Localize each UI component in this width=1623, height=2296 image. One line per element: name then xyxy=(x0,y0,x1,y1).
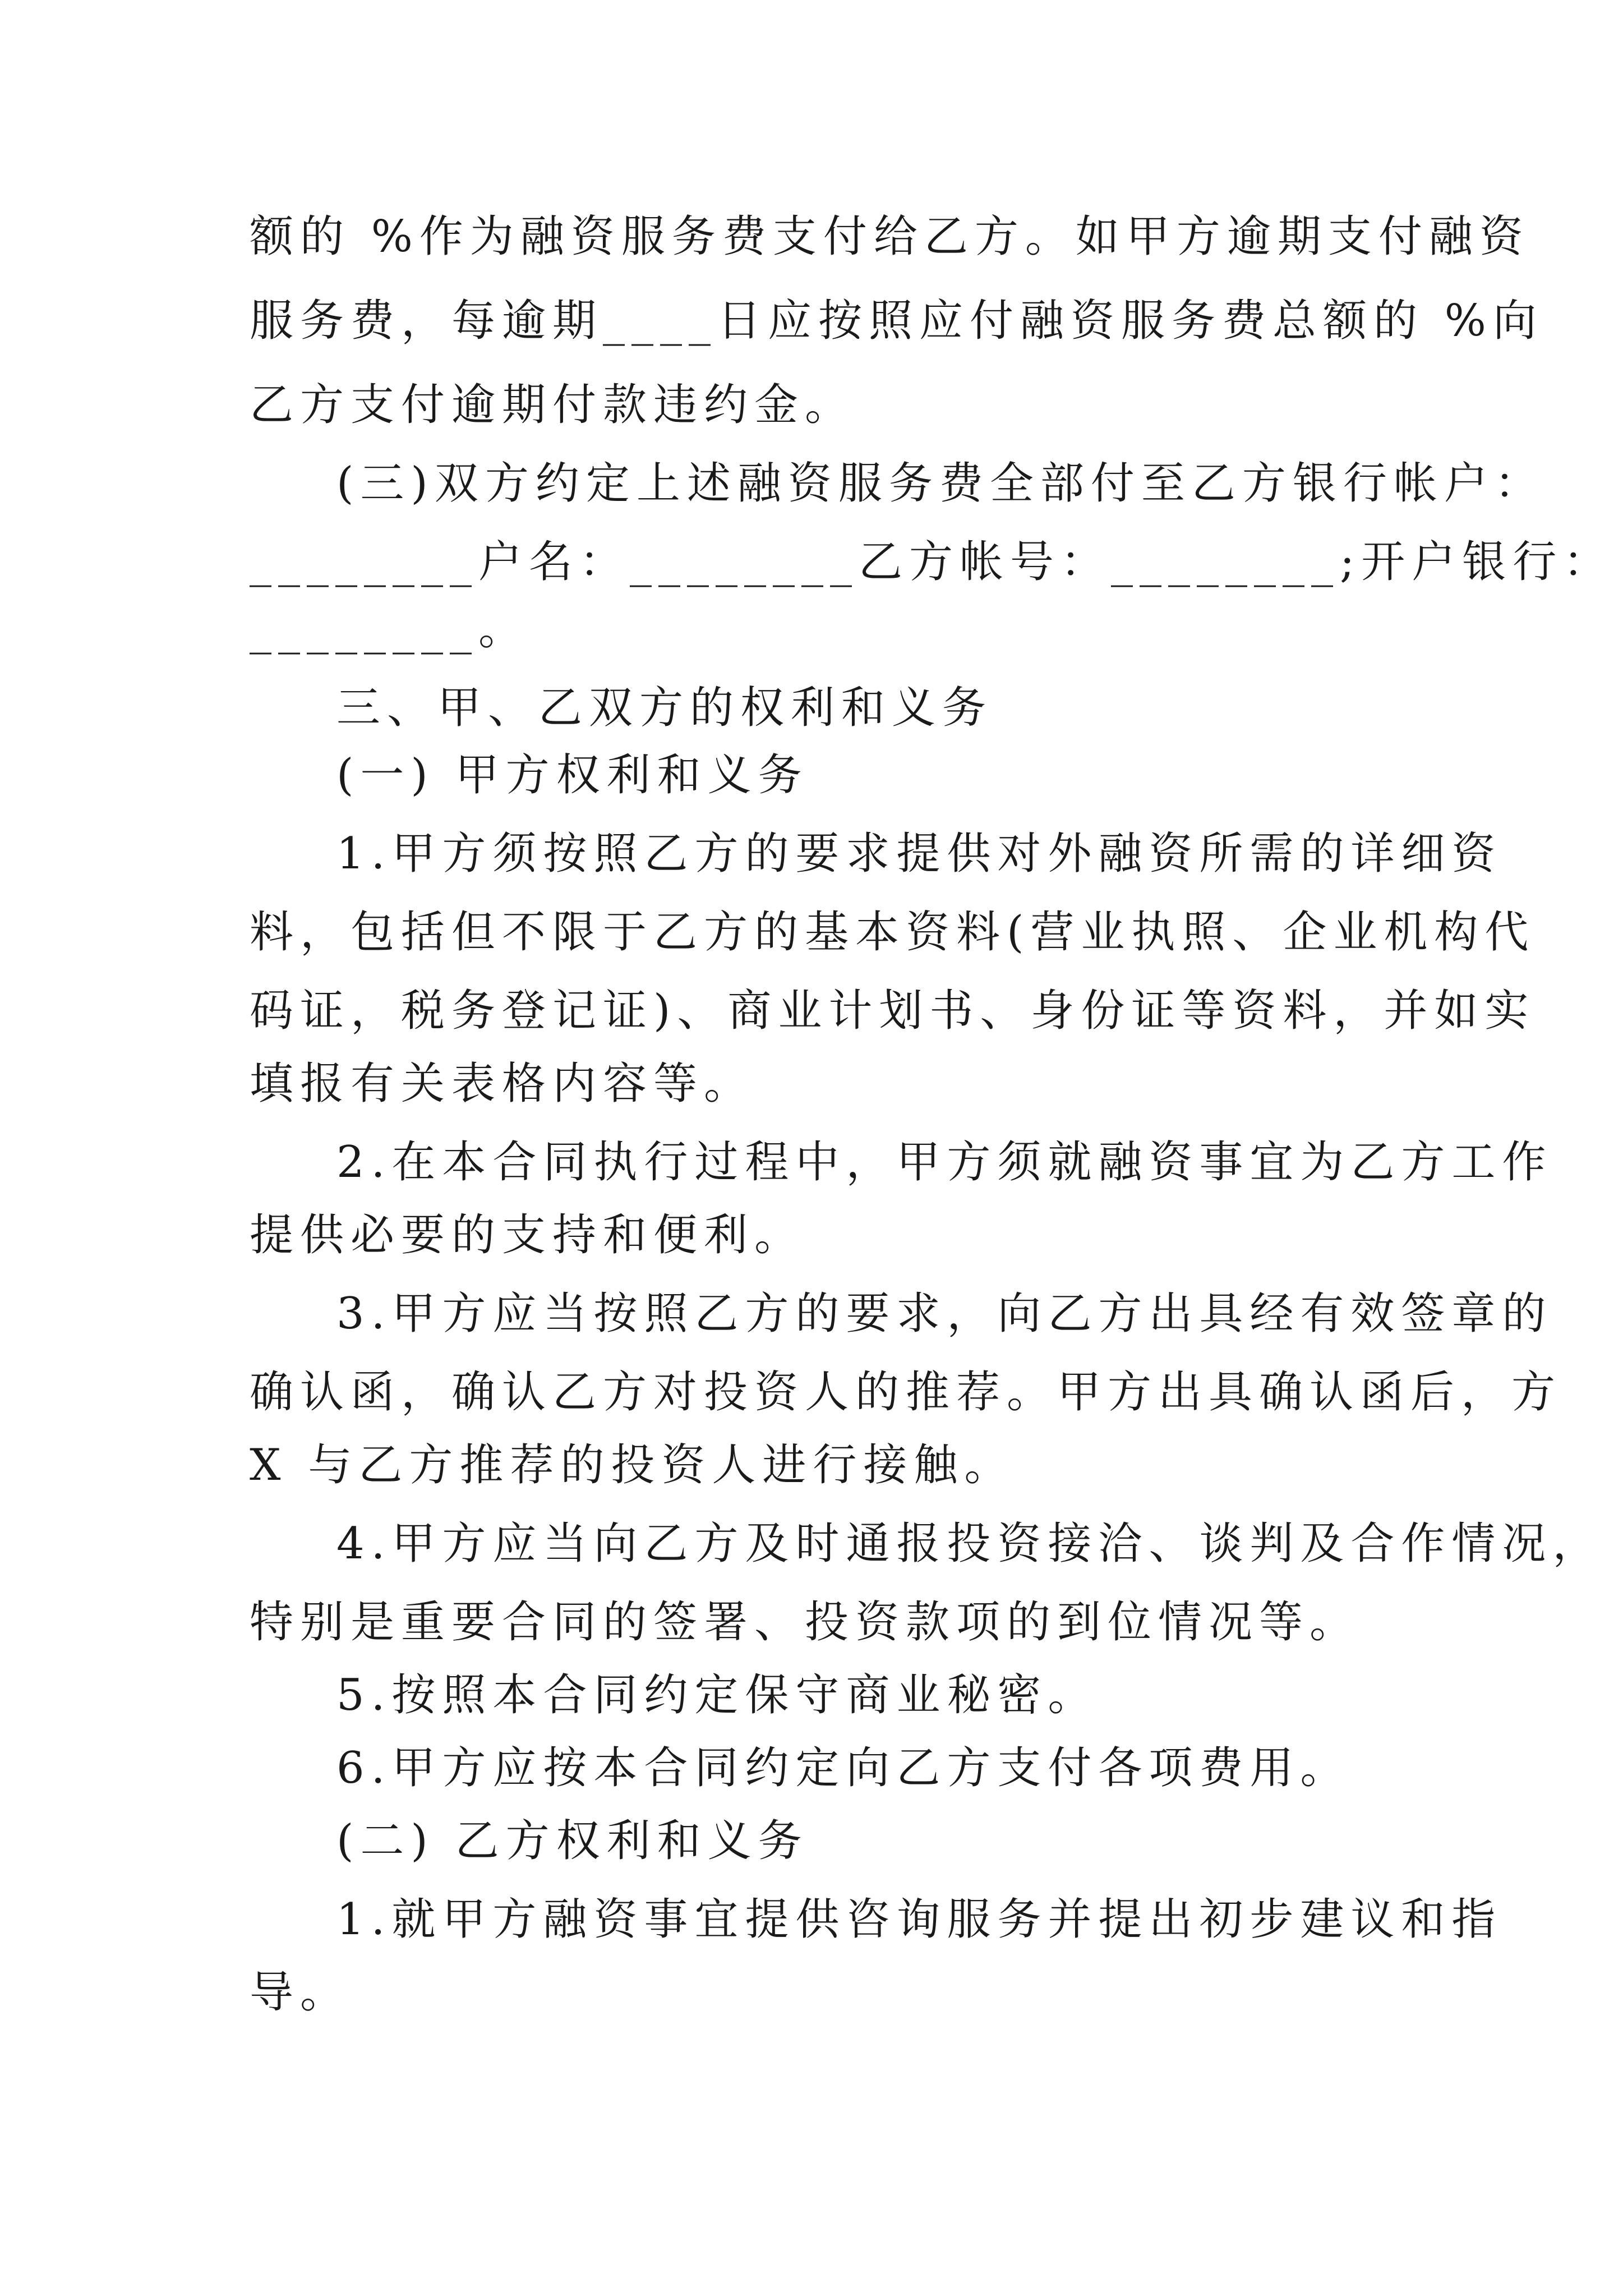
list-item: 3.甲方应当按照乙方的要求，向乙方出具经有效签章的 xyxy=(336,1289,1553,1339)
list-item: 1.甲方须按照乙方的要求提供对外融资所需的详细资 xyxy=(336,829,1502,879)
text-line: 导。 xyxy=(250,1967,351,2018)
section-heading: (三)双方约定上述融资服务费全部付至乙方银行帐户： xyxy=(336,458,1545,509)
text-line: 确认函，确认乙方对投资人的推荐。甲方出具确认函后，方 xyxy=(250,1367,1562,1418)
subsection-heading: (二) 乙方权利和义务 xyxy=(336,1816,809,1866)
subsection-heading: (一) 甲方权利和义务 xyxy=(336,750,809,800)
text-line: ________。 xyxy=(250,604,529,655)
text-line: 料，包括但不限于乙方的基本资料(营业执照、企业机构代 xyxy=(250,907,1536,958)
text-line: 服务费，每逾期____日应按照应付融资服务费总额的 %向 xyxy=(250,296,1543,346)
list-item: 5.按照本合同约定保守商业秘密。 xyxy=(336,1670,1099,1720)
text-line: X 与乙方推荐的投资人进行接触。 xyxy=(250,1440,1015,1490)
text-line: 码证，税务登记证)、商业计划书、身份证等资料，并如实 xyxy=(250,986,1536,1036)
text-line: 特别是重要合同的签署、投资款项的到位情况等。 xyxy=(250,1597,1361,1648)
text-line: 额的 %作为融资服务费支付给乙方。如甲方逾期支付融资 xyxy=(250,211,1530,262)
list-item: 4.甲方应当向乙方及时通报投资接洽、谈判及合作情况， xyxy=(336,1519,1603,1569)
list-item: 1.就甲方融资事宜提供咨询服务并提出初步建议和指 xyxy=(336,1894,1502,1945)
list-item: 2.在本合同执行过程中，甲方须就融资事宜为乙方工作 xyxy=(336,1137,1553,1188)
section-heading: 三、甲、乙双方的权利和义务 xyxy=(336,683,993,733)
text-line: 提供必要的支持和便利。 xyxy=(250,1210,805,1260)
text-line: 填报有关表格内容等。 xyxy=(250,1059,755,1109)
text-line: ________户名：________乙方帐号：________;开户银行： xyxy=(250,537,1614,587)
text-line: 乙方支付逾期付款违约金。 xyxy=(250,380,856,430)
list-item: 6.甲方应按本合同约定向乙方支付各项费用。 xyxy=(336,1743,1351,1793)
